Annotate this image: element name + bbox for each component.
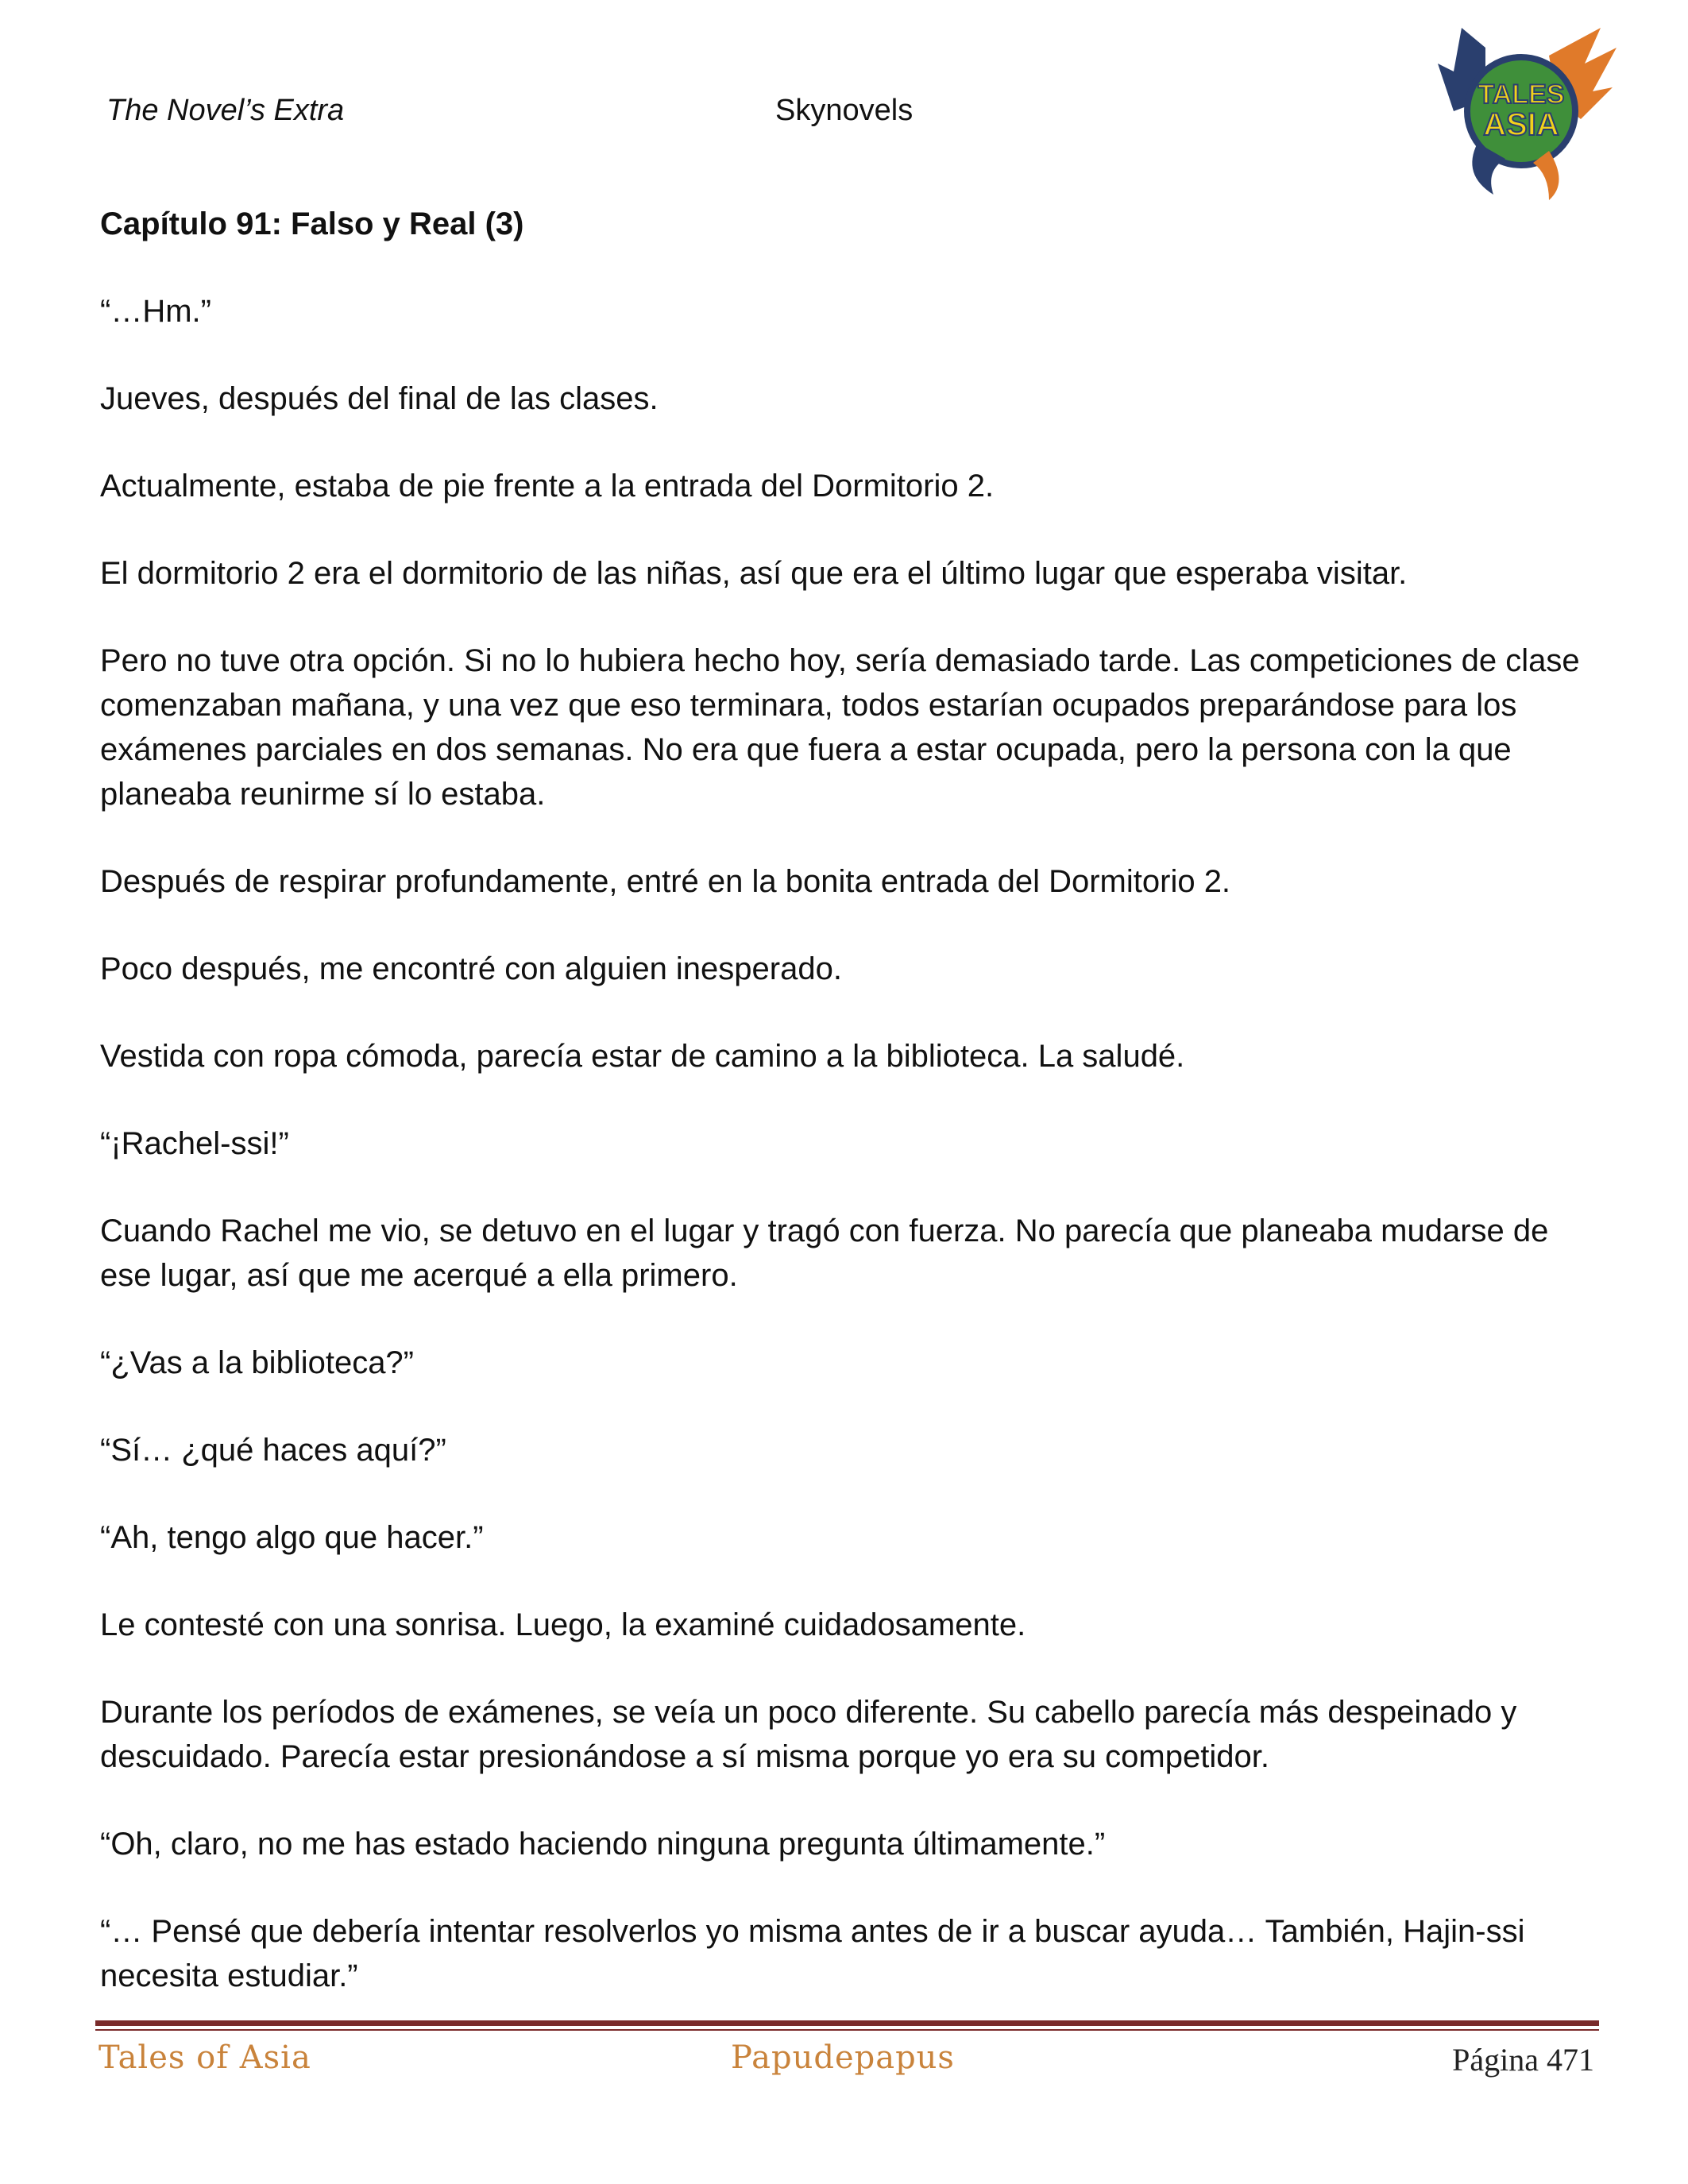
footer-divider-thin	[95, 2029, 1599, 2031]
svg-text:ASIA: ASIA	[1483, 107, 1559, 142]
paragraph: “¡Rachel-ssi!”	[100, 1126, 289, 1161]
paragraph: “… Pensé que debería intentar resolverlos yo misma antes de ir a buscar ayuda… También, Hajin-ssi necesita estudiar.”	[100, 1914, 1525, 1993]
paragraph: “¿Vas a la biblioteca?”	[100, 1345, 414, 1380]
paragraph: Durante los períodos de exámenes, se veía un poco diferente. Su cabello parecía más despeinado y descuidado. Parecía estar presionándose a sí misma porque yo era su competidor.	[100, 1695, 1517, 1774]
chapter-body	[100, 202, 1593, 2041]
footer-translator: Papudepapus	[731, 2039, 955, 2076]
paragraph: Cuando Rachel me vio, se detuvo en el lugar y tragó con fuerza. No parecía que planeaba mudarse de ese lugar, así que me acerqué a ella primero.	[100, 1214, 1549, 1293]
tales-of-asia-logo	[1430, 24, 1620, 203]
paragraph: Después de respirar profundamente, entré en la bonita entrada del Dormitorio 2.	[100, 864, 1231, 899]
paragraph: Jueves, después del final de las clases.	[100, 381, 659, 416]
paragraph: Vestida con ropa cómoda, parecía estar de camino a la biblioteca. La saludé.	[100, 1039, 1185, 1074]
paragraph: “Oh, claro, no me has estado haciendo ninguna pregunta últimamente.”	[100, 1827, 1106, 1862]
paragraph: Actualmente, estaba de pie frente a la entrada del Dormitorio 2.	[100, 469, 995, 504]
footer-group-name: Tales of Asia	[98, 2039, 311, 2076]
svg-text:TALES: TALES	[1477, 79, 1565, 110]
paragraph: Poco después, me encontré con alguien inesperado.	[100, 951, 842, 986]
paragraph: “Sí… ¿qué haces aquí?”	[100, 1433, 446, 1468]
footer-divider-thick	[95, 2020, 1599, 2026]
paragraph: “…Hm.”	[100, 294, 211, 329]
paragraph: Le contesté con una sonrisa. Luego, la examiné cuidadosamente.	[100, 1607, 1026, 1642]
paragraph: Pero no tuve otra opción. Si no lo hubiera hecho hoy, sería demasiado tarde. Las competiciones de clase comenzaban mañana, y una vez que eso terminara, todos estarían ocupados preparándose para los exámenes parciales en dos semanas. No era que fuera a estar ocupada, pero la persona con la que planeaba reunirme sí lo estaba.	[100, 643, 1580, 812]
header-novel-title: The Novel’s Extra	[106, 94, 345, 127]
chapter-title: Capítulo 91: Falso y Real (3)	[100, 206, 524, 241]
paragraph: El dormitorio 2 era el dormitorio de las niñas, así que era el último lugar que esperaba visitar.	[100, 556, 1408, 591]
page-number: Página 471	[1452, 2042, 1594, 2078]
paragraph: “Ah, tengo algo que hacer.”	[100, 1520, 484, 1555]
header-site-name: Skynovels	[775, 94, 914, 127]
